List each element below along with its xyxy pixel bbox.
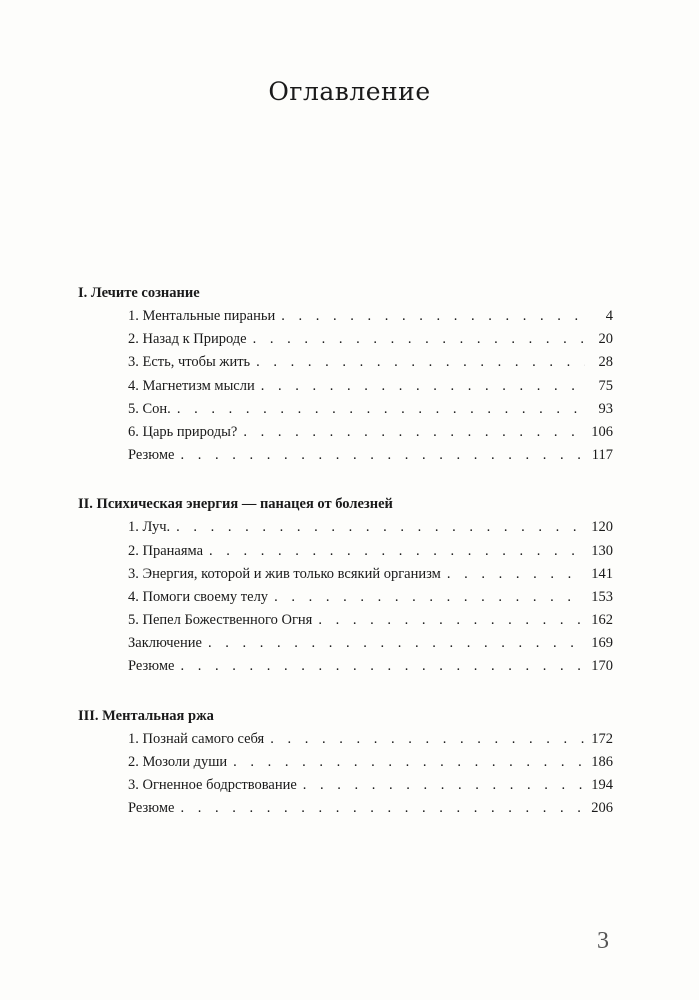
toc-entry[interactable]	[78, 516, 613, 539]
table-of-contents	[78, 282, 613, 846]
entry-page-number: 162	[591, 612, 613, 629]
dot-leader	[177, 398, 585, 421]
dot-leader	[281, 305, 585, 328]
entry-label: 3. Огненное бодрствование	[128, 777, 297, 793]
page-title: Оглавление	[268, 76, 431, 106]
toc-entry[interactable]	[78, 774, 613, 797]
entry-page-number: 130	[591, 542, 613, 559]
entry-label: 5. Сон.	[128, 400, 171, 417]
dot-leader	[243, 421, 585, 444]
entry-page-number: 206	[591, 800, 613, 817]
dot-leader	[261, 375, 585, 398]
toc-section-3	[78, 705, 613, 821]
dot-leader	[253, 328, 585, 351]
dot-leader	[256, 351, 585, 374]
toc-entry[interactable]	[78, 351, 613, 374]
page-number: 3	[597, 928, 609, 954]
entry-page-number: 4	[605, 308, 613, 324]
toc-entry[interactable]	[78, 444, 613, 467]
dot-leader	[303, 774, 585, 797]
dot-leader	[176, 516, 585, 539]
section-title: I. Лечите сознание	[78, 285, 200, 301]
entry-page-number: 20	[598, 331, 613, 348]
toc-entry[interactable]	[78, 655, 613, 678]
entry-page-number: 75	[598, 377, 613, 394]
entry-label: 2. Мозоли души	[128, 753, 228, 770]
entry-page-number: 172	[591, 730, 613, 747]
dot-leader	[447, 563, 585, 586]
entry-label: Резюме	[128, 800, 175, 817]
entry-label: 2. Назад к Природе	[128, 331, 247, 348]
toc-entry[interactable]	[78, 632, 613, 655]
toc-entry[interactable]	[78, 398, 613, 421]
toc-entry[interactable]	[78, 375, 613, 398]
toc-entry[interactable]	[78, 328, 613, 351]
entry-page-number: 106	[591, 423, 613, 440]
entry-page-number: 170	[591, 658, 613, 675]
entry-page-number: 93	[598, 400, 613, 417]
entry-label: 1. Ментальные пираньи	[128, 308, 276, 324]
section-title: III. Ментальная ржа	[78, 707, 214, 724]
entry-label: 3. Энергия, которой и жив только всякий организм	[128, 565, 441, 582]
dot-leader	[180, 797, 585, 820]
toc-entry[interactable]	[78, 751, 613, 774]
entry-label: 5. Пепел Божественного Огня	[128, 612, 313, 629]
toc-entry[interactable]	[78, 609, 613, 632]
entry-page-number: 169	[591, 635, 613, 652]
dot-leader	[180, 655, 585, 678]
toc-entry[interactable]	[78, 586, 613, 609]
dot-leader	[274, 586, 585, 609]
dot-leader	[180, 444, 585, 467]
entry-page-number: 28	[598, 354, 613, 371]
toc-entry[interactable]	[78, 305, 613, 328]
dot-leader	[318, 609, 585, 632]
toc-entry[interactable]	[78, 563, 613, 586]
dot-leader	[233, 751, 585, 774]
entry-label: 1. Луч.	[128, 519, 171, 536]
entry-label: 4. Магнетизм мысли	[128, 377, 255, 394]
toc-entry[interactable]	[78, 797, 613, 820]
entry-page-number: 194	[591, 777, 613, 793]
entry-label: Резюме	[128, 658, 175, 675]
entry-label: 6. Царь природы?	[128, 423, 238, 440]
dot-leader	[208, 632, 585, 655]
toc-entry[interactable]	[78, 421, 613, 444]
entry-label: 2. Пранаяма	[128, 542, 204, 559]
toc-section-2	[78, 493, 613, 678]
entry-label: 3. Есть, чтобы жить	[128, 354, 251, 371]
entry-label: 4. Помоги своему телу	[128, 588, 269, 605]
entry-page-number: 141	[591, 565, 613, 582]
toc-section-1	[78, 282, 613, 467]
entry-label: 1. Познай самого себя	[128, 730, 265, 747]
toc-entry[interactable]	[78, 728, 613, 751]
section-title: II. Психическая энергия — панацея от болезней	[78, 496, 393, 513]
entry-page-number: 153	[591, 588, 613, 605]
entry-page-number: 186	[591, 753, 613, 770]
dot-leader	[270, 728, 585, 751]
entry-page-number: 117	[591, 447, 613, 464]
entry-label: Резюме	[128, 447, 175, 464]
entry-page-number: 120	[591, 519, 613, 536]
dot-leader	[209, 540, 585, 563]
entry-label: Заключение	[128, 635, 202, 652]
toc-entry[interactable]	[78, 540, 613, 563]
